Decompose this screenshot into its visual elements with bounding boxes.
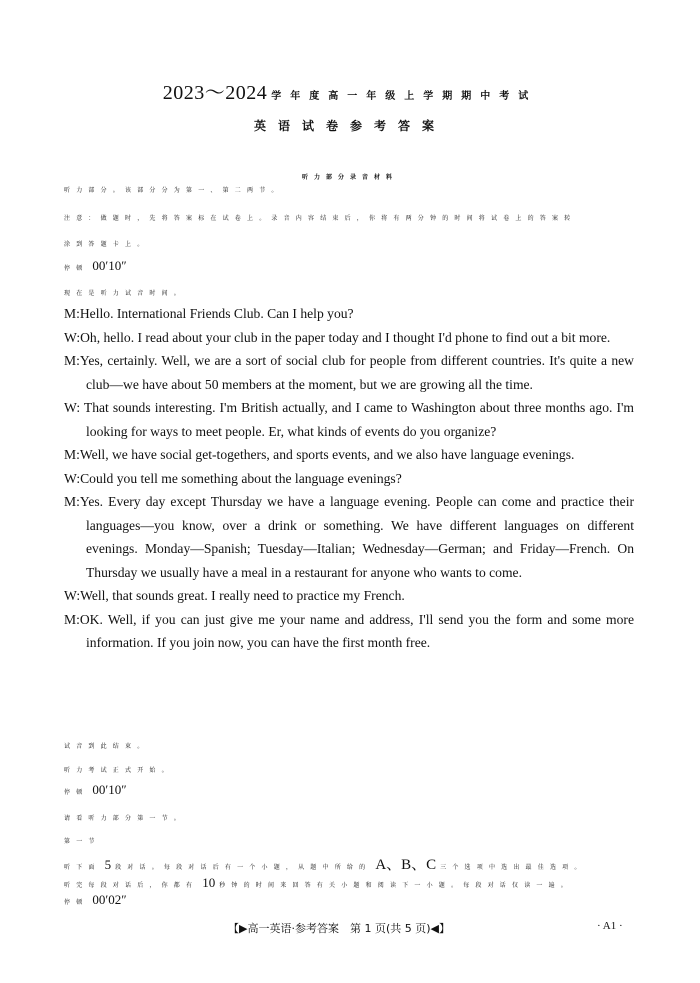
text: 听完每段对话后，你都有 (64, 882, 199, 889)
exam-year: 2023～2024 (162, 82, 268, 104)
number: 5 (104, 857, 112, 872)
trial-line: 现在是听力试音时间。 (64, 290, 187, 297)
pause-label: 停顿 (64, 789, 89, 796)
pause-line (64, 258, 131, 274)
pause-label: 停顿 (64, 899, 89, 906)
dialogue-line: W:Could you tell me something about the language evenings? (64, 470, 402, 486)
number: 10 (202, 875, 216, 890)
section-1: 第一节 (64, 838, 101, 845)
dialogue-line: M:Yes. Every day except Thursday we have a language evening. People can come and practice their languages—you know, over a drink or something. We have different languages on different evenings. Monday—Spanish; Tuesday—Italian; Wednesday—German; and Friday—French. On Thursday we usually have a meal in a restaurant for anyone who wants to come. (64, 494, 634, 580)
pause-time: 00′10″ (92, 782, 127, 797)
pause-label: 停顿 (64, 265, 89, 272)
page-code: · A1 · (597, 920, 623, 932)
dialogue-line: M:OK. Well, if you can just give me your name and address, I'll send you the form and some more information. If you join now, you can have the first month free. (64, 611, 634, 650)
instruction-line (64, 875, 573, 891)
dialogue-line: M:Yes, certainly. Well, we are a sort of social club for people from different countries. It's quite a new club—we have about 50 members at the moment, but we are growing all the time. (64, 353, 634, 392)
exam-title-cn: 学年度高一年级上学期期中考试 (271, 91, 538, 102)
dialogue-line: W:Oh, hello. I read about your club in the paper today and I thought I'd phone to find out a bit more. (64, 329, 611, 345)
dialogue (64, 302, 634, 655)
intro-line: 涂到答题卡上。 (64, 241, 150, 248)
trial-end: 试音到此结束。 (64, 743, 150, 750)
pause-time: 00′02″ (92, 892, 127, 907)
text: 三个选项中选出最佳选项。 (440, 864, 587, 871)
dialogue-line: W: That sounds interesting. I'm British actually, and I came to Washington about three months ago. I'm looking for ways to meet people. Er, what kinds of events do you organize? (64, 400, 634, 439)
intro-line: 注意：做题时，先将答案标在试卷上。录音内容结束后，你将有两分钟的时间将试卷上的答案转 (64, 215, 577, 222)
exam-subtitle: 英语试卷参考答案 (253, 119, 446, 133)
dialogue-line: W:Well, that sounds great. I really need to practice my French. (64, 588, 405, 603)
text: 听下面 (64, 864, 101, 871)
pause-line (64, 782, 131, 798)
exam-title (0, 76, 700, 105)
exam-start: 听力考试正式开始。 (64, 767, 174, 774)
section-title: 听力部分录音材料 (301, 174, 398, 181)
text: 秒钟的时间来回答有关小题和阅读下一小题。每段对话仅读一遍。 (219, 882, 574, 889)
page-footer: 【▶高一英语·参考答案 第 1 页(共 5 页)◀】 (228, 922, 450, 935)
instruction-line (64, 853, 587, 874)
read-section: 请看听力部分第一节。 (64, 815, 187, 822)
options: A、B、C (375, 857, 437, 873)
pause-line (64, 892, 131, 908)
pause-time: 00′10″ (92, 258, 127, 273)
dialogue-line: M:Hello. International Friends Club. Can I help you? (64, 306, 354, 321)
dialogue-line: M:Well, we have social get-togethers, and sports events, and we also have language evenings. (64, 447, 575, 462)
text: 段对话。每段对话后有一个小题，从题中所给的 (115, 864, 372, 871)
intro-line: 听力部分。该部分分为第一、第二两节。 (64, 187, 284, 194)
